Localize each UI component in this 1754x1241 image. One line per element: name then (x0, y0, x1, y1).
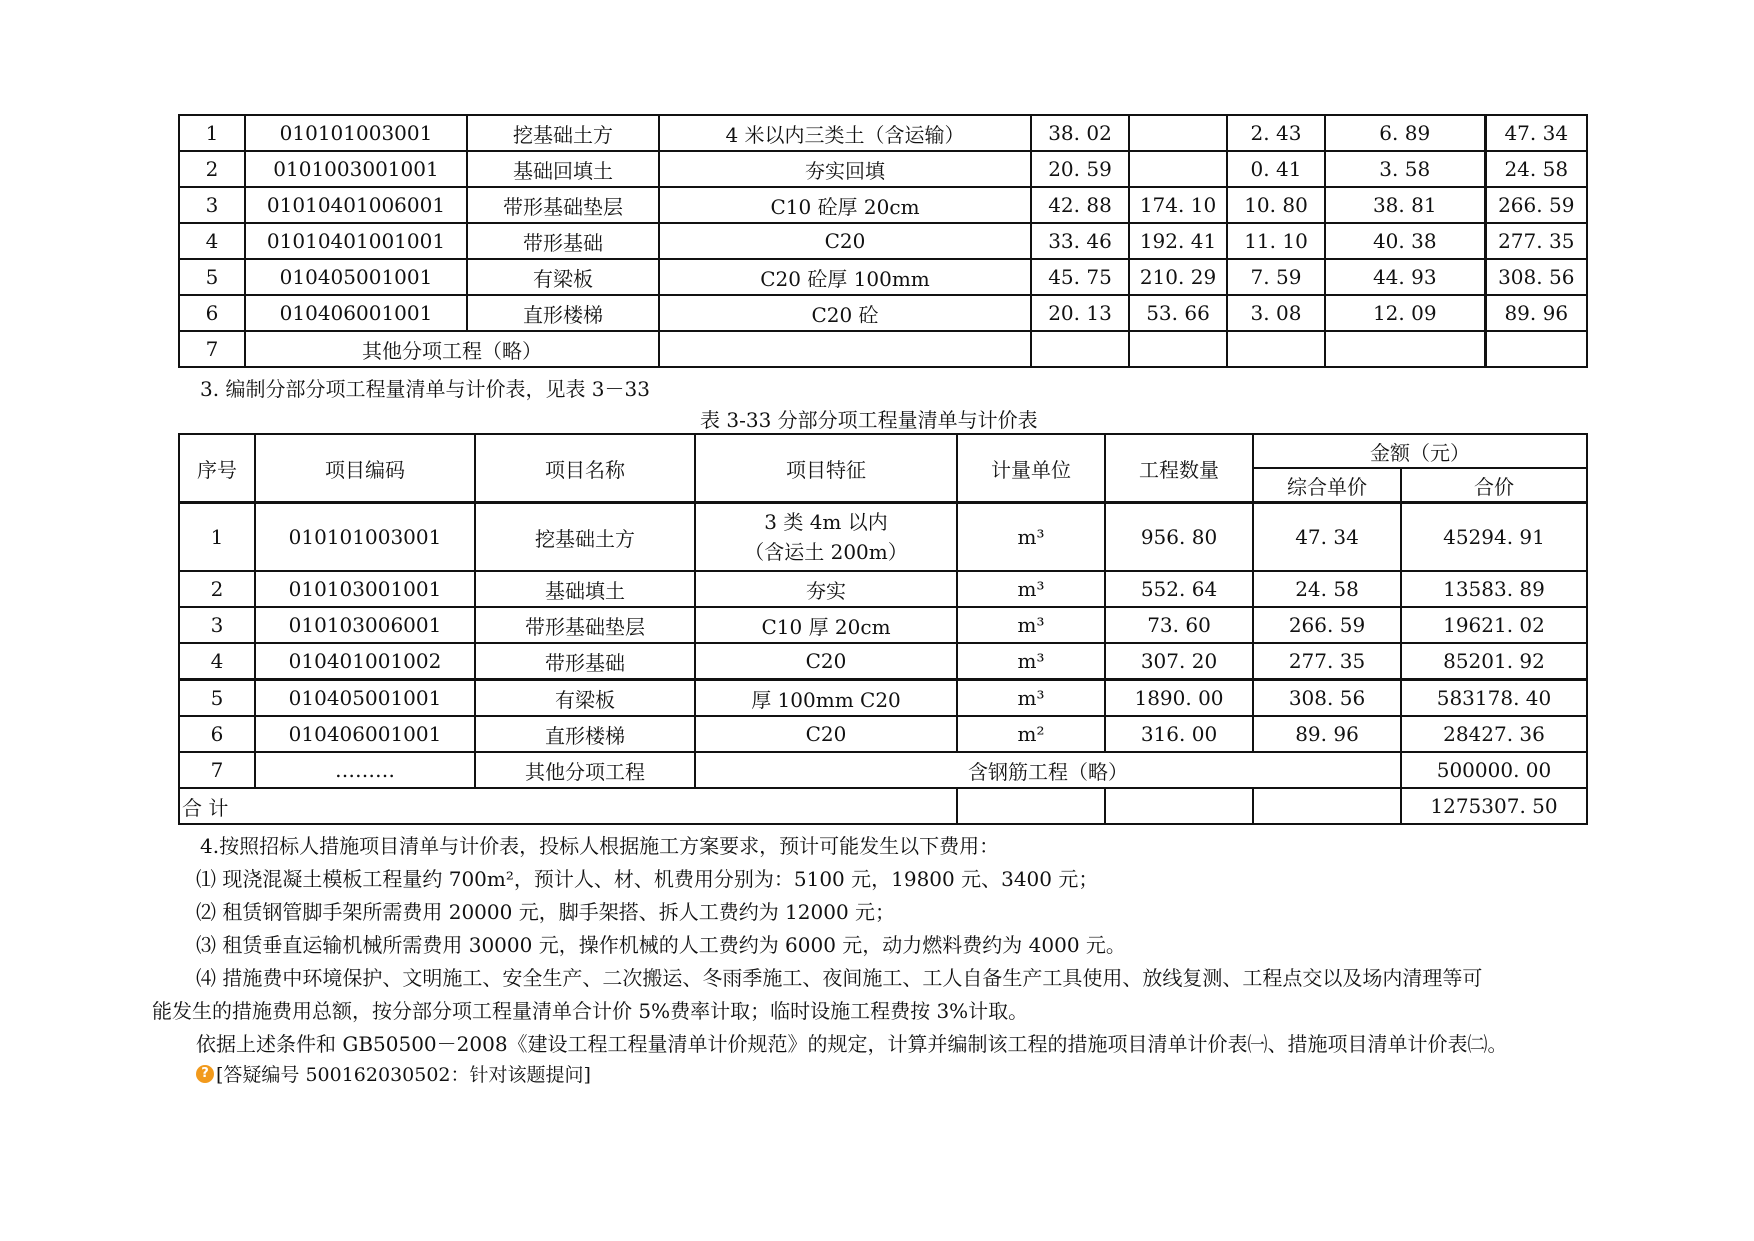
cell-code: 010401001002 (255, 643, 475, 680)
cell-code: 010405001001 (245, 259, 467, 295)
cell-name: 有梁板 (467, 259, 659, 295)
cell-labor: 38. 02 (1031, 115, 1129, 151)
cell-unit-price: 277. 35 (1485, 223, 1587, 259)
table-row (179, 571, 1587, 607)
cell-qty: 73. 60 (1105, 607, 1253, 643)
header-qty: 工程数量 (1105, 434, 1253, 503)
cell-unit: m³ (957, 503, 1105, 572)
bill-of-quantities-table (178, 433, 1588, 825)
cell-total: 85201. 92 (1401, 643, 1587, 680)
cell-material (1129, 115, 1227, 151)
cell-empty (659, 331, 1031, 367)
paragraph-4-4: ⑷ 措施费中环境保护、文明施工、安全生产、二次搬运、冬雨季施工、夜间施工、工人自备生产工具使用、放线复测、工程点交以及场内清理等可 (196, 966, 1483, 990)
table-row (179, 295, 1587, 331)
cell-machine: 2. 43 (1227, 115, 1325, 151)
cell-empty (1485, 331, 1587, 367)
header-unit-price: 综合单价 (1253, 468, 1401, 503)
cell-code: 01010401001001 (245, 223, 467, 259)
table-row (179, 187, 1587, 223)
cell-unit-price: 266. 59 (1485, 187, 1587, 223)
table-row (179, 223, 1587, 259)
header-name: 项目名称 (475, 434, 695, 503)
cell-name: 其他分项工程 (475, 752, 695, 788)
cell-feature: 厚 100mm C20 (695, 680, 957, 717)
cell-machine: 10. 80 (1227, 187, 1325, 223)
cell-feature: C10 砼厚 20cm (659, 187, 1031, 223)
cell-feature: C20 砼 (659, 295, 1031, 331)
cell-unit: m³ (957, 607, 1105, 643)
cell-no: 7 (179, 752, 255, 788)
question-link-text[interactable]: [答疑编号 500162030502：针对该题提问] (216, 1064, 591, 1086)
cell-labor: 20. 13 (1031, 295, 1129, 331)
cell-feature (695, 503, 957, 572)
table-row (179, 716, 1587, 752)
cell-name: 带形基础 (475, 643, 695, 680)
cell-qty: 552. 64 (1105, 571, 1253, 607)
cell-unit-price: 277. 35 (1253, 643, 1401, 680)
table-row (179, 680, 1587, 717)
cell-unit-price: 308. 56 (1485, 259, 1587, 295)
cell-labor: 42. 88 (1031, 187, 1129, 223)
cell-name: 挖基础土方 (475, 503, 695, 572)
feature-line-1: 3 类 4m 以内 (764, 510, 888, 534)
cell-machine: 3. 08 (1227, 295, 1325, 331)
cell-feature: C20 (659, 223, 1031, 259)
cell-overhead: 44. 93 (1325, 259, 1485, 295)
table-row (179, 643, 1587, 680)
cell-total: 13583. 89 (1401, 571, 1587, 607)
cell-no: 3 (179, 607, 255, 643)
header-unit: 计量单位 (957, 434, 1105, 503)
cell-name: 基础回填土 (467, 151, 659, 187)
cell-total: 19621. 02 (1401, 607, 1587, 643)
table2-title: 表 3-33 分部分项工程量清单与计价表 (700, 408, 1038, 432)
sum-label: 合 计 (179, 788, 957, 824)
cell-unit: m² (957, 716, 1105, 752)
table-row (179, 151, 1587, 187)
cell-total: 500000. 00 (1401, 752, 1587, 788)
cell-overhead: 40. 38 (1325, 223, 1485, 259)
cell-unit-price: 47. 34 (1253, 503, 1401, 572)
cell-qty: 316. 00 (1105, 716, 1253, 752)
sum-row (179, 788, 1587, 824)
cell-labor: 45. 75 (1031, 259, 1129, 295)
cell-feature: 夯实回填 (659, 151, 1031, 187)
cell-code: 0101003001001 (245, 151, 467, 187)
header-code: 项目编码 (255, 434, 475, 503)
cell-qty: 1890. 00 (1105, 680, 1253, 717)
paragraph-4-4-cont: 能发生的措施费用总额，按分部分项工程量清单合计价 5%费率计取；临时设施工程费按 3%计取。 (152, 999, 1029, 1023)
paragraph-4-3: ⑶ 租赁垂直运输机械所需费用 30000 元，操作机械的人工费约为 6000 元，动力燃料费约为 4000 元。 (196, 933, 1126, 957)
cell-name: 基础填土 (475, 571, 695, 607)
cell-code: 010405001001 (255, 680, 475, 717)
cell-material: 192. 41 (1129, 223, 1227, 259)
cell-name: 带形基础垫层 (475, 607, 695, 643)
question-icon: ? (196, 1065, 214, 1083)
cell-feature: C20 (695, 643, 957, 680)
cell-material: 174. 10 (1129, 187, 1227, 223)
cell-no: 7 (179, 331, 245, 367)
cell-feature: 含钢筋工程（略） (695, 752, 1401, 788)
cell-name: 有梁板 (475, 680, 695, 717)
table-row (179, 752, 1587, 788)
table-row (179, 259, 1587, 295)
cell-material: 53. 66 (1129, 295, 1227, 331)
cell-no: 2 (179, 571, 255, 607)
cell-name: 带形基础 (467, 223, 659, 259)
cell-no: 2 (179, 151, 245, 187)
unit-price-analysis-table (178, 114, 1588, 368)
cell-no: 5 (179, 680, 255, 717)
cell-labor: 20. 59 (1031, 151, 1129, 187)
cell-unit-price: 24. 58 (1253, 571, 1401, 607)
paragraph-4-1: ⑴ 现浇混凝土模板工程量约 700m²，预计人、材、机费用分别为：5100 元，19800 元、3400 元； (196, 867, 1099, 891)
cell-no: 6 (179, 716, 255, 752)
cell-feature: 4 米以内三类土（含运输） (659, 115, 1031, 151)
table-row (179, 115, 1587, 151)
cell-empty (1129, 331, 1227, 367)
cell-overhead: 3. 58 (1325, 151, 1485, 187)
cell-no: 4 (179, 223, 245, 259)
cell-material: 210. 29 (1129, 259, 1227, 295)
cell-name: 带形基础垫层 (467, 187, 659, 223)
table-row (179, 607, 1587, 643)
cell-code: 01010401006001 (245, 187, 467, 223)
cell-name: 挖基础土方 (467, 115, 659, 151)
cell-no: 3 (179, 187, 245, 223)
cell-feature: C10 厚 20cm (695, 607, 957, 643)
cell-labor: 33. 46 (1031, 223, 1129, 259)
paragraph-4-intro: 4.按照招标人措施项目清单与计价表，投标人根据施工方案要求，预计可能发生以下费用： (200, 834, 1000, 858)
table-row (179, 331, 1587, 367)
cell-unit-price: 89. 96 (1253, 716, 1401, 752)
table-row (179, 503, 1587, 572)
question-link[interactable] (196, 1060, 591, 1087)
cell-no: 6 (179, 295, 245, 331)
cell-unit-price: 89. 96 (1485, 295, 1587, 331)
cell-total: 45294. 91 (1401, 503, 1587, 572)
cell-unit-price: 47. 34 (1485, 115, 1587, 151)
sum-empty (1105, 788, 1253, 824)
cell-feature: 夯实 (695, 571, 957, 607)
sum-empty (1253, 788, 1401, 824)
cell-total: 583178. 40 (1401, 680, 1587, 717)
cell-code: 010103001001 (255, 571, 475, 607)
cell-machine: 7. 59 (1227, 259, 1325, 295)
sum-total: 1275307. 50 (1401, 788, 1587, 824)
cell-unit-price: 24. 58 (1485, 151, 1587, 187)
cell-name: 其他分项工程（略） (245, 331, 659, 367)
cell-empty (1227, 331, 1325, 367)
cell-machine: 0. 41 (1227, 151, 1325, 187)
cell-machine: 11. 10 (1227, 223, 1325, 259)
section-3-text: 3. 编制分部分项工程量清单与计价表，见表 3－33 (200, 377, 650, 401)
cell-unit: m³ (957, 680, 1105, 717)
cell-qty: 956. 80 (1105, 503, 1253, 572)
cell-no: 4 (179, 643, 255, 680)
cell-empty (1325, 331, 1485, 367)
cell-unit: m³ (957, 571, 1105, 607)
cell-name: 直形楼梯 (467, 295, 659, 331)
cell-code: 010101003001 (245, 115, 467, 151)
header-feature: 项目特征 (695, 434, 957, 503)
cell-unit-price: 308. 56 (1253, 680, 1401, 717)
header-no: 序号 (179, 434, 255, 503)
cell-name: 直形楼梯 (475, 716, 695, 752)
cell-feature: C20 (695, 716, 957, 752)
cell-empty (1031, 331, 1129, 367)
cell-code: 010103006001 (255, 607, 475, 643)
header-amount: 金额（元） (1253, 434, 1587, 468)
cell-no: 5 (179, 259, 245, 295)
paragraph-5: 依据上述条件和 GB50500－2008《建设工程工程量清单计价规范》的规定，计算并编制该工程的措施项目清单计价表㈠、措施项目清单计价表㈡。 (196, 1032, 1508, 1056)
cell-no: 1 (179, 115, 245, 151)
cell-code: 010101003001 (255, 503, 475, 572)
cell-overhead: 6. 89 (1325, 115, 1485, 151)
cell-material (1129, 151, 1227, 187)
sum-empty (957, 788, 1105, 824)
cell-overhead: 12. 09 (1325, 295, 1485, 331)
cell-qty: 307. 20 (1105, 643, 1253, 680)
cell-code: ……… (255, 752, 475, 788)
cell-overhead: 38. 81 (1325, 187, 1485, 223)
cell-no: 1 (179, 503, 255, 572)
cell-code: 010406001001 (255, 716, 475, 752)
header-total: 合价 (1401, 468, 1587, 503)
feature-line-2: （含运土 200m） (744, 540, 908, 564)
cell-unit: m³ (957, 643, 1105, 680)
cell-unit-price: 266. 59 (1253, 607, 1401, 643)
cell-code: 010406001001 (245, 295, 467, 331)
cell-total: 28427. 36 (1401, 716, 1587, 752)
paragraph-4-2: ⑵ 租赁钢管脚手架所需费用 20000 元，脚手架搭、拆人工费约为 12000 元； (196, 900, 896, 924)
cell-feature: C20 砼厚 100mm (659, 259, 1031, 295)
